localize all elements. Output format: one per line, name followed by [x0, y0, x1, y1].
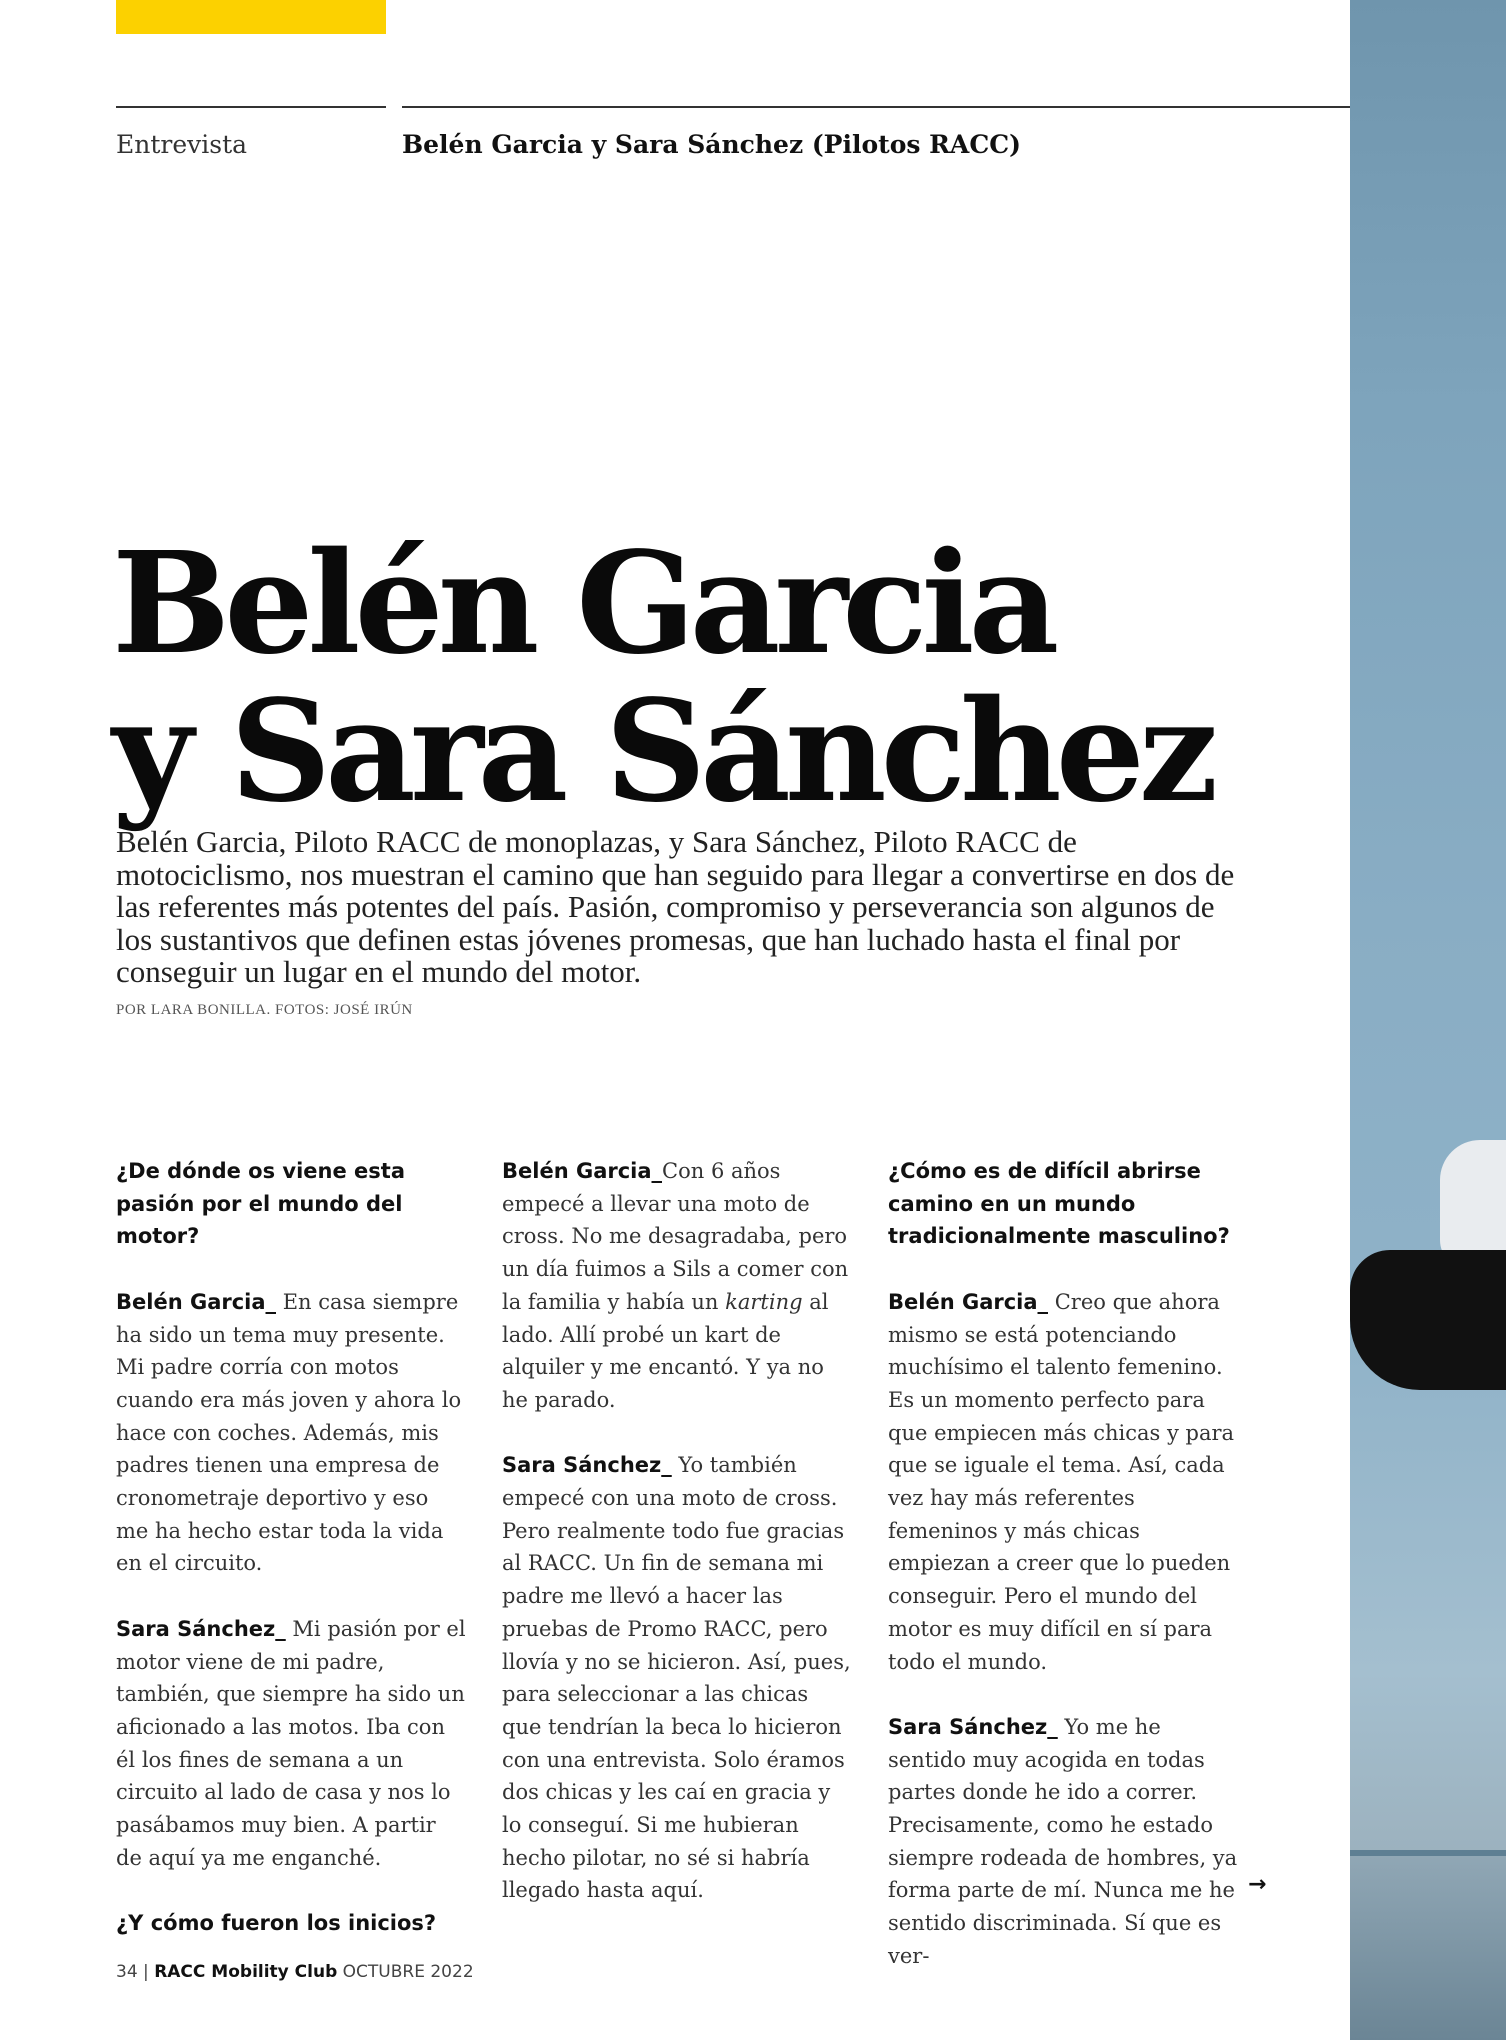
credits: POR LARA BONILLA. FOTOS: JOSÉ IRÚN [116, 1002, 413, 1018]
footer-separator: | [143, 1962, 149, 1982]
page-footer [116, 1962, 474, 1982]
answer-text: Con 6 años empecé a llevar una moto de cross. No me desagradaba, pero un día fuimos a Sils a comer con la familia y había un [502, 1159, 849, 1314]
column-3 [888, 1155, 1238, 2005]
question: ¿De dónde os viene esta pasión por el mundo del motor? [116, 1159, 405, 1249]
header-rule-left [116, 106, 386, 108]
intro-paragraph: Belén Garcia, Piloto RACC de monoplazas, y Sara Sánchez, Piloto RACC de motociclismo, nos muestran el camino que han seguido para llegar a convertirse en dos de las referentes más potentes del país. Pasión, compromiso y perseverancia son algunos de los sustantivos que definen estas jóvenes promesas, que han luchado hasta el final por conseguir un lugar en el mundo del motor. [116, 824, 1235, 989]
speaker-name: Belén Garcia_ [502, 1159, 663, 1183]
section-title: Belén Garcia y Sara Sánchez (Pilotos RACC) [402, 130, 1021, 159]
question: ¿Cómo es de difícil abrirse camino en un mundo tradicionalmente masculino? [888, 1159, 1230, 1249]
header-rule-right [402, 106, 1350, 108]
answer [888, 1286, 1238, 1678]
page-number: 34 [116, 1962, 138, 1982]
question: ¿Y cómo fueron los inicios? [116, 1911, 437, 1936]
answer-text: Yo me he sentido muy acogida en todas partes donde he ido a correr. Precisamente, como he estado siempre rodeada de hombres, ya forma parte de mí. Nunca me he sentido discriminada. Sí que es ver- [888, 1714, 1238, 1968]
magazine-name: RACC Mobility Club [154, 1962, 338, 1982]
speaker-name: Sara Sánchez_ [888, 1714, 1058, 1739]
photo-ground [1350, 1856, 1506, 2040]
answer-text: Yo también empecé con una moto de cross. Pero realmente todo fue gracias al RACC. Un fin de semana mi padre me llevó a hacer las pruebas de Promo RACC, pero llovía y no se hicieron. Así, pues, para seleccionar a las chicas que tendrían la beca lo hicieron con una entrevista. Solo éramos dos chicas y les caí en gracia y lo conseguí. Si me hubieran hecho pilotar, no sé si habría llegado hasta aquí. [502, 1453, 851, 1903]
continue-arrow-icon: → [1248, 1872, 1267, 1897]
answer-text: al lado. Allí probé un kart de alquiler y me encantó. Y ya no he parado. [502, 1289, 829, 1412]
column-1 [116, 1155, 466, 1973]
photo-shoe [1350, 1250, 1506, 1390]
headline-line-1: Belén Garcia [112, 522, 1054, 686]
speaker-name: Belén Garcia_ [116, 1289, 277, 1314]
cover-photo [1350, 0, 1506, 2040]
speaker-name: Sara Sánchez_ [502, 1453, 672, 1478]
answer [116, 1286, 466, 1580]
answer [502, 1155, 852, 1417]
column-2 [502, 1155, 852, 1940]
answer [502, 1449, 852, 1907]
answer [116, 1613, 466, 1875]
answer-emphasis: karting [725, 1289, 803, 1314]
headline-line-2: y Sara Sánchez [112, 670, 1213, 834]
section-label: Entrevista [116, 130, 248, 159]
accent-bar [116, 0, 386, 34]
answer-text: Creo que ahora mismo se está potenciando muchísimo el talento femenino. Es un momento perfecto para que empiecen más chicas y para que se iguale el tema. Así, cada vez hay más referentes femeninos y más chicas empiezan a creer que lo pueden conseguir. Pero el mundo del motor es muy difícil en sí para todo el mundo. [888, 1289, 1235, 1674]
issue-date: OCTUBRE 2022 [342, 1962, 474, 1982]
answer [888, 1711, 1238, 1973]
answer-text: Mi pasión por el motor viene de mi padre, también, que siempre ha sido un aficionado a las motos. Iba con él los fines de semana a un circuito al lado de casa y nos lo pasábamos muy bien. A partir de aquí ya me enganché. [116, 1616, 466, 1870]
headline [112, 522, 1342, 834]
speaker-name: Belén Garcia_ [888, 1289, 1049, 1314]
answer-text: En casa siempre ha sido un tema muy presente. Mi padre corría con motos cuando era más joven y ahora lo hace con coches. Además, mis padres tienen una empresa de cronometraje deportivo y eso me ha hecho estar toda la vida en el circuito. [116, 1289, 462, 1576]
speaker-name: Sara Sánchez_ [116, 1616, 286, 1641]
